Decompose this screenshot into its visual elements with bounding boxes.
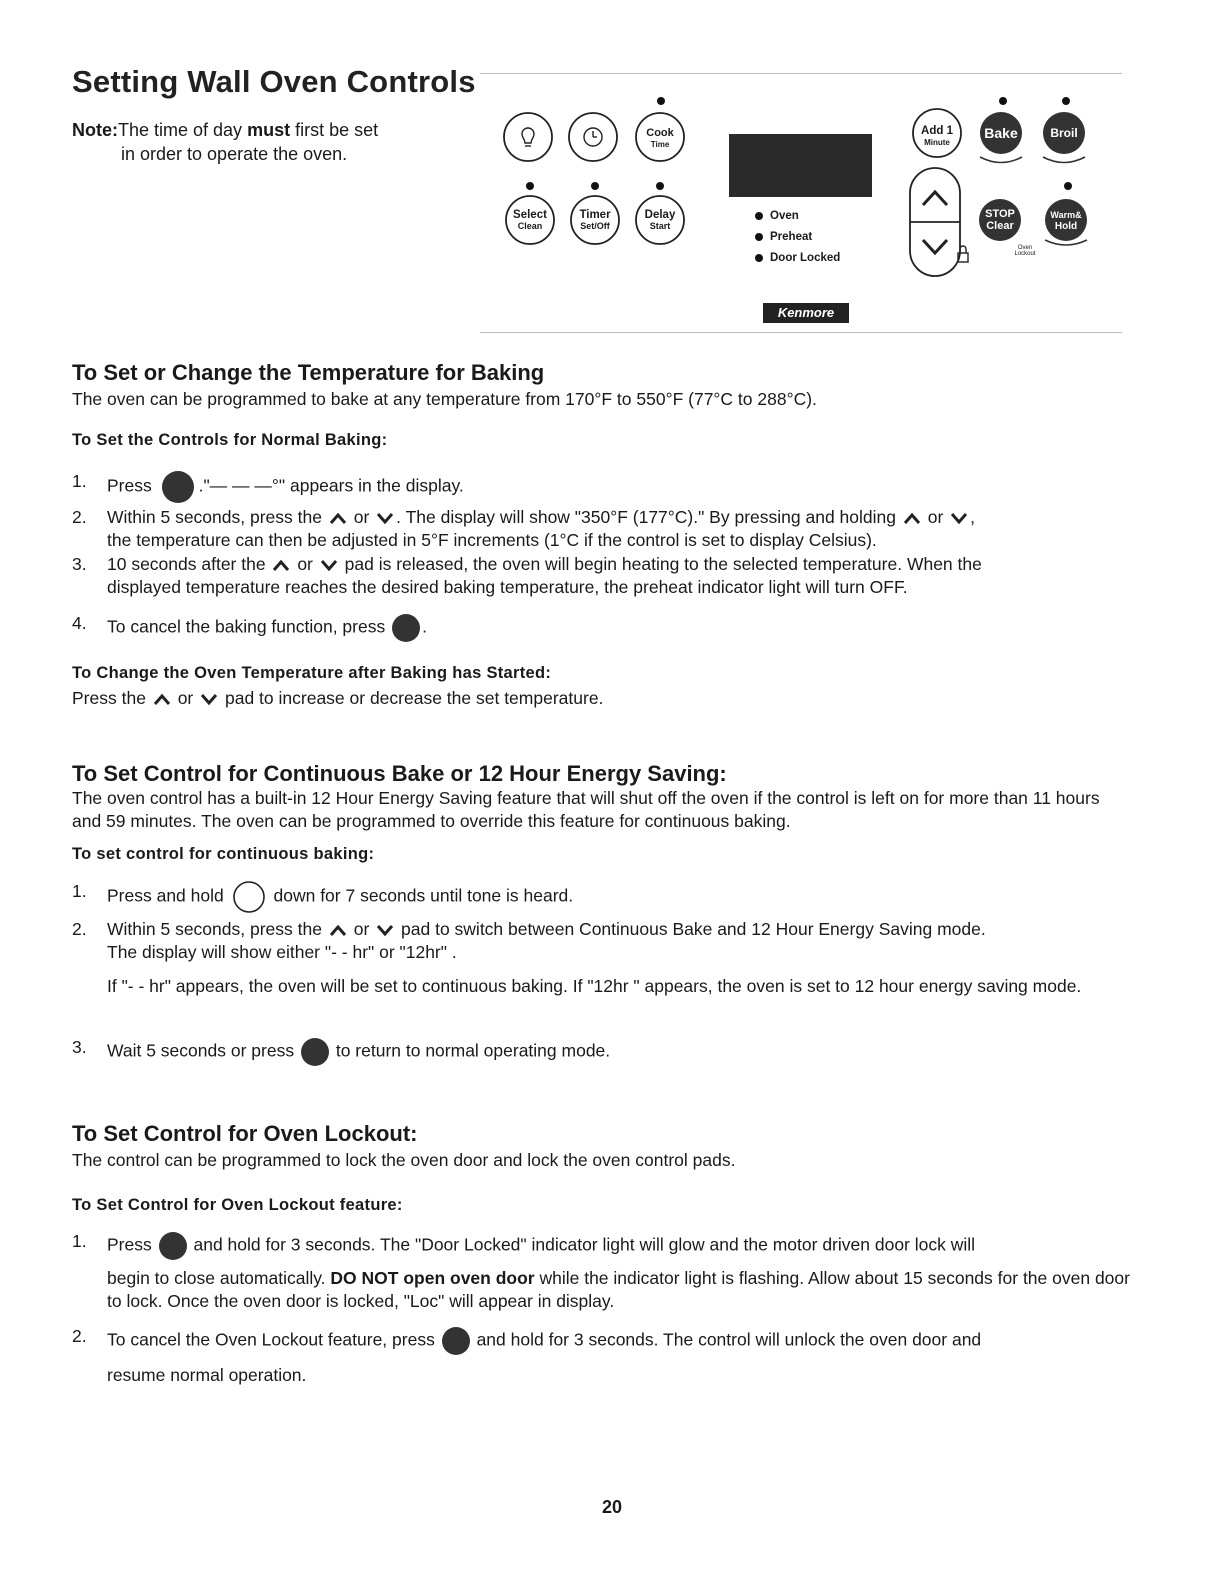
indicator-door-locked: Door Locked: [755, 252, 840, 264]
timer-pad-icon: [229, 880, 269, 914]
oven-lockout-label: Oven Lockout: [1014, 245, 1036, 257]
up-arrow-icon: [901, 511, 923, 525]
down-arrow-icon: [318, 558, 340, 572]
light-button: [504, 113, 552, 161]
kenmore-logo: Kenmore: [763, 303, 849, 323]
panel-top-border: [480, 73, 1122, 74]
note-text: The time of day: [118, 120, 248, 140]
indicator-preheat: Preheat: [755, 231, 812, 243]
bake-pad-icon: [157, 470, 199, 504]
subheading-lockout: To Set Control for Oven Lockout feature:: [72, 1196, 403, 1214]
lockout-intro: The control can be programmed to lock the oven door and lock the oven control pads.: [72, 1150, 736, 1170]
down-arrow-icon: [374, 923, 396, 937]
stop-clear-pad-icon: [299, 1036, 331, 1068]
indicator-oven: Oven: [755, 210, 799, 222]
down-arrow-icon: [198, 692, 220, 706]
warm-hold-label: Warm& Hold: [1050, 210, 1082, 232]
lockout-step-1-cont: begin to close automatically. DO NOT open oven door while the indicator light is flashing. Allow about 15 seconds for the oven door to lock. Once the oven door is locked, "Loc" will appear in display.: [107, 1268, 1130, 1311]
control-panel-graphic: [480, 80, 1122, 330]
light-bulb-icon: [522, 128, 534, 146]
section-heading-temperature: To Set or Change the Temperature for Baking: [72, 360, 545, 385]
continuous-step-2-detail: If "- - hr" appears, the oven will be set to continuous baking. If "12hr " appears, the oven is set to 12 hour energy saving mode.: [107, 976, 1082, 996]
stop-clear-pad-icon: [157, 1230, 189, 1262]
broil-label: Broil: [1050, 126, 1078, 140]
up-arrow-icon: [923, 192, 947, 205]
cook-time-label: Cook Time: [646, 127, 674, 149]
continuous-step-2: 2. Within 5 seconds, press the or pad to switch between Continuous Bake and 12 Hour Energy Saving mode. The display will show either "- - hr" or "12hr" .: [72, 919, 986, 962]
note: [72, 118, 452, 166]
up-arrow-icon: [270, 558, 292, 572]
stop-clear-pad-icon: [440, 1325, 472, 1357]
stop-clear-label: STOP Clear: [985, 208, 1015, 232]
up-arrow-icon: [327, 511, 349, 525]
bake-label: Bake: [984, 125, 1018, 141]
oven-display: [729, 134, 872, 197]
add-minute-label: Add 1 Minute: [921, 125, 953, 147]
clock-icon: [584, 128, 602, 146]
continuous-step-3: 3. Wait 5 seconds or press to return to normal operating mode.: [72, 1036, 1132, 1068]
up-arrow-icon: [151, 692, 173, 706]
temp-step-2: 2. Within 5 seconds, press the or . The display will show "350°F (177°C)." By pressing and holding or , the temperature can then be adjusted in 5°F increments (1°C if the control is set to display Celsius).: [72, 507, 976, 550]
up-arrow-icon: [327, 923, 349, 937]
down-arrow-icon: [948, 511, 970, 525]
section-heading-continuous: To Set Control for Continuous Bake or 12 Hour Energy Saving:: [72, 761, 727, 786]
panel-bottom-border: [480, 332, 1122, 333]
temperature-intro: The oven can be programmed to bake at any temperature from 170°F to 550°F (77°C to 288°C).: [72, 389, 817, 409]
note-line2: in order to operate the oven.: [121, 144, 348, 164]
subheading-change-temp: To Change the Oven Temperature after Baking has Started:: [72, 664, 552, 682]
down-arrow-icon: [374, 511, 396, 525]
note-text-2: first be set: [290, 120, 379, 140]
continuous-step-1: 1. Press and hold down for 7 seconds until tone is heard.: [72, 880, 1132, 914]
page-number: 20: [601, 1497, 623, 1517]
stop-clear-pad-icon: [390, 612, 422, 644]
temp-step-3: 3. 10 seconds after the or pad is released, the oven will begin heating to the selected temperature. When the displayed temperature reaches the desired baking temperature, the preheat indicator light will turn OFF.: [72, 554, 982, 597]
temp-step-4: 4. To cancel the baking function, press .: [72, 612, 1132, 644]
lockout-step-2: 2. To cancel the Oven Lockout feature, press and hold for 3 seconds. The control will unlock the oven door and: [72, 1325, 1132, 1357]
temp-step-1: 1. Press ."— — —°" appears in the display.: [72, 470, 1132, 504]
delay-start-label: Delay Start: [644, 209, 676, 231]
select-clean-label: Select Clean: [513, 209, 547, 231]
section-heading-lockout: To Set Control for Oven Lockout:: [72, 1121, 418, 1146]
lockout-step-1: 1. Press and hold for 3 seconds. The "Door Locked" indicator light will glow and the motor driven door lock will: [72, 1230, 1132, 1262]
down-arrow-icon: [923, 240, 947, 253]
page-title: Setting Wall Oven Controls: [72, 64, 476, 99]
lockout-step-2-cont: resume normal operation.: [107, 1365, 307, 1385]
note-label: Note:: [72, 120, 118, 140]
continuous-intro: The oven control has a built-in 12 Hour Energy Saving feature that will shut off the oven if the control is left on for more than 11 hours and 59 minutes. The oven can be programmed to override this feature for continuous baking.: [72, 788, 1100, 831]
note-emphasis: must: [247, 120, 291, 140]
timer-label: Timer Set/Off: [579, 209, 611, 231]
change-temp-text: Press the or pad to increase or decrease the set temperature.: [72, 688, 604, 708]
subheading-normal-baking: To Set the Controls for Normal Baking:: [72, 431, 388, 449]
subheading-continuous: To set control for continuous baking:: [72, 845, 375, 863]
